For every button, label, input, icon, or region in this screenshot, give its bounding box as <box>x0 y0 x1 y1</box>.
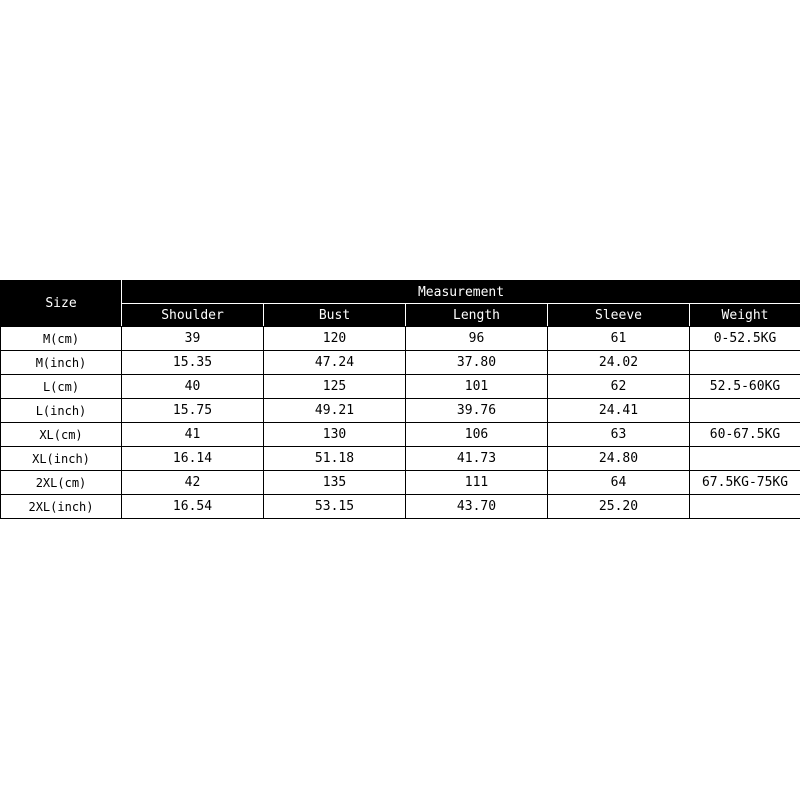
weight-cell <box>690 447 800 471</box>
table-row <box>1 447 800 471</box>
sleeve-cell: 24.41 <box>548 399 690 423</box>
table-row <box>1 375 800 399</box>
bust-cell: 47.24 <box>264 351 406 375</box>
size-column-header: Size <box>1 281 122 327</box>
length-cell: 37.80 <box>406 351 548 375</box>
sleeve-cell: 63 <box>548 423 690 447</box>
column-header-weight: Weight <box>690 304 800 327</box>
bust-cell: 135 <box>264 471 406 495</box>
table-row <box>1 327 800 351</box>
length-cell: 41.73 <box>406 447 548 471</box>
table-row <box>1 351 800 375</box>
bust-cell: 53.15 <box>264 495 406 519</box>
table-header <box>1 281 800 327</box>
sleeve-cell: 25.20 <box>548 495 690 519</box>
length-cell: 101 <box>406 375 548 399</box>
size-table <box>0 280 800 519</box>
table-row <box>1 423 800 447</box>
bust-cell: 120 <box>264 327 406 351</box>
shoulder-cell: 15.75 <box>122 399 264 423</box>
sleeve-cell: 61 <box>548 327 690 351</box>
shoulder-cell: 16.14 <box>122 447 264 471</box>
column-header-shoulder: Shoulder <box>122 304 264 327</box>
shoulder-cell: 15.35 <box>122 351 264 375</box>
size-chart <box>0 280 800 519</box>
table-body <box>1 327 800 519</box>
sleeve-cell: 24.02 <box>548 351 690 375</box>
table-row <box>1 399 800 423</box>
table-row <box>1 471 800 495</box>
length-cell: 106 <box>406 423 548 447</box>
length-cell: 96 <box>406 327 548 351</box>
size-cell: 2XL(cm) <box>1 471 122 495</box>
header-row-group <box>1 281 800 304</box>
size-cell: XL(cm) <box>1 423 122 447</box>
sleeve-cell: 62 <box>548 375 690 399</box>
size-cell: L(inch) <box>1 399 122 423</box>
size-cell: M(cm) <box>1 327 122 351</box>
bust-cell: 125 <box>264 375 406 399</box>
weight-cell <box>690 495 800 519</box>
weight-cell: 52.5-60KG <box>690 375 800 399</box>
weight-cell: 60-67.5KG <box>690 423 800 447</box>
shoulder-cell: 42 <box>122 471 264 495</box>
shoulder-cell: 16.54 <box>122 495 264 519</box>
shoulder-cell: 41 <box>122 423 264 447</box>
column-header-sleeve: Sleeve <box>548 304 690 327</box>
weight-cell: 0-52.5KG <box>690 327 800 351</box>
length-cell: 39.76 <box>406 399 548 423</box>
weight-cell: 67.5KG-75KG <box>690 471 800 495</box>
shoulder-cell: 39 <box>122 327 264 351</box>
length-cell: 111 <box>406 471 548 495</box>
column-header-bust: Bust <box>264 304 406 327</box>
bust-cell: 49.21 <box>264 399 406 423</box>
bust-cell: 51.18 <box>264 447 406 471</box>
table-row <box>1 495 800 519</box>
measurement-group-header: Measurement <box>122 281 800 304</box>
sleeve-cell: 24.80 <box>548 447 690 471</box>
weight-cell <box>690 351 800 375</box>
size-cell: XL(inch) <box>1 447 122 471</box>
weight-cell <box>690 399 800 423</box>
column-header-length: Length <box>406 304 548 327</box>
shoulder-cell: 40 <box>122 375 264 399</box>
length-cell: 43.70 <box>406 495 548 519</box>
size-cell: L(cm) <box>1 375 122 399</box>
size-cell: 2XL(inch) <box>1 495 122 519</box>
sleeve-cell: 64 <box>548 471 690 495</box>
size-cell: M(inch) <box>1 351 122 375</box>
bust-cell: 130 <box>264 423 406 447</box>
